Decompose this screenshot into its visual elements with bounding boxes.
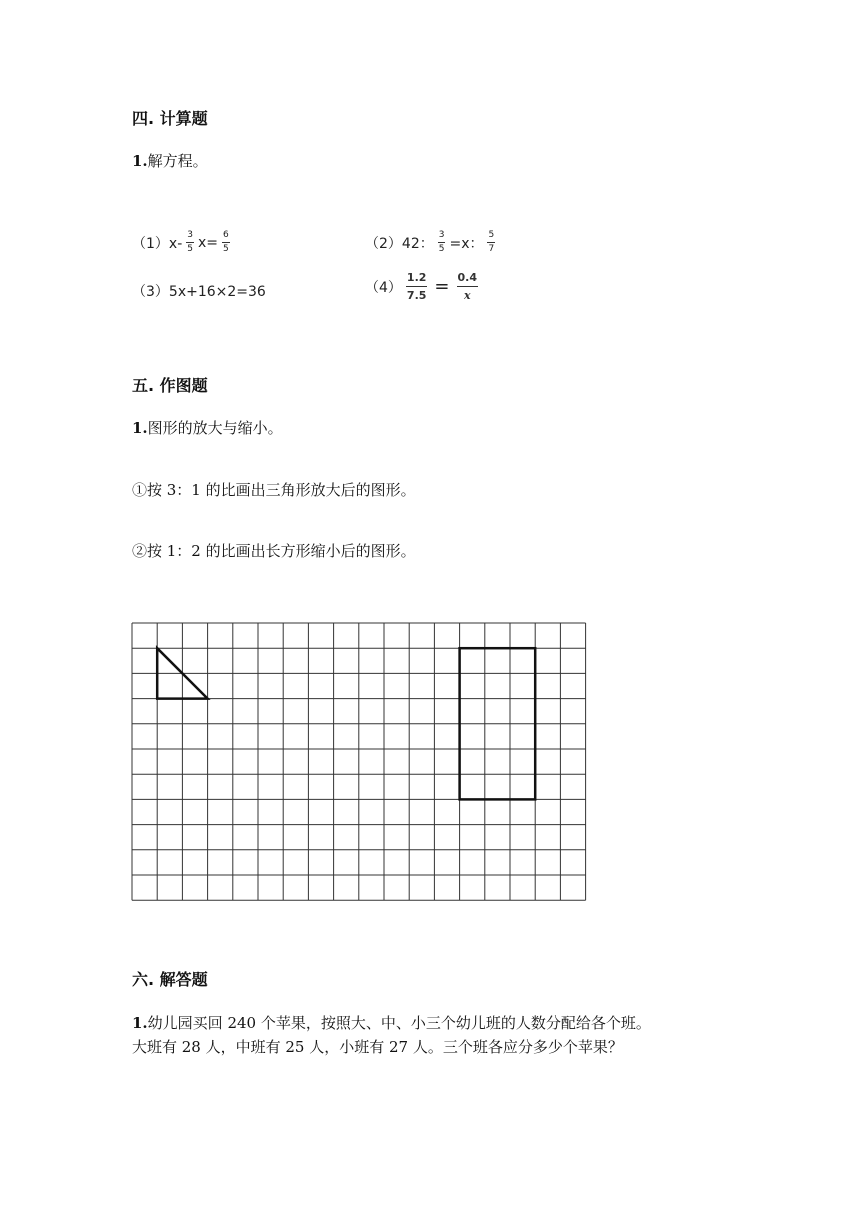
fraction: $\frac{3}{5}$	[438, 230, 445, 254]
section-heading-calculation: 四. 计算题	[132, 109, 208, 128]
equation-1-mid: x=	[197, 234, 218, 251]
equation-1	[132, 231, 234, 254]
fraction: $\frac{5}{7}$	[488, 230, 495, 254]
question-text: 解方程。	[147, 152, 208, 170]
equation-2-prefix: （2）42：	[365, 235, 434, 252]
equation-2	[365, 231, 499, 254]
drawing-grid	[130, 621, 592, 905]
word-problem-line-1	[132, 1012, 651, 1033]
question-text: 图形的放大与缩小。	[147, 419, 283, 437]
instruction-enlarge-triangle: ①按 3：1 的比画出三角形放大后的图形。	[132, 481, 416, 499]
fraction: $\frac{3}{5}$	[187, 230, 193, 254]
equation-4-prefix: （4）	[365, 279, 402, 296]
fraction: $\frac{1.2}{7.5}$	[406, 271, 427, 302]
question-number: 1.	[132, 419, 148, 437]
question-number: 1.	[132, 152, 148, 170]
fraction: $\frac{0.4}{x}$	[457, 271, 478, 302]
question-text: 幼儿园买回 240 个苹果，按照大、中、小三个幼儿班的人数分配给各个班。	[147, 1014, 651, 1032]
grid-lines	[132, 623, 586, 900]
question-number: 1.	[132, 1014, 148, 1032]
question-1-calculation	[132, 150, 208, 171]
equation-2-mid: =x：	[449, 235, 484, 252]
question-1-drawing	[132, 417, 283, 438]
equals-sign: =	[434, 276, 450, 297]
fraction: $\frac{6}{5}$	[223, 230, 229, 254]
equation-3: （3）5x+16×2=36	[132, 284, 266, 300]
equation-4	[365, 272, 482, 301]
equation-1-prefix: （1）x-	[132, 235, 183, 252]
instruction-shrink-rectangle: ②按 1：2 的比画出长方形缩小后的图形。	[132, 542, 416, 560]
section-heading-drawing: 五. 作图题	[132, 376, 208, 395]
section-heading-word-problem: 六. 解答题	[132, 970, 208, 989]
word-problem-line-2: 大班有 28 人，中班有 25 人，小班有 27 人。三个班各应分多少个苹果？	[132, 1038, 623, 1056]
